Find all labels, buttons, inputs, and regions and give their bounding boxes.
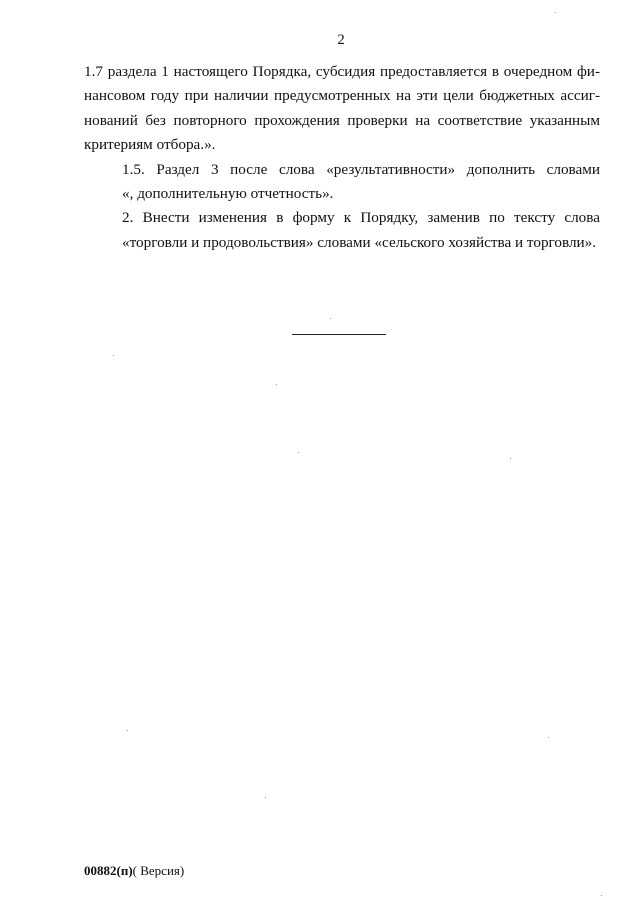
text-line: нований без повторного прохождения проверки на соответствие указанным [84, 111, 600, 129]
text-line: 1.5. Раздел 3 после слова «результативности» дополнить словами [122, 160, 600, 178]
scan-speck [265, 797, 266, 798]
document-version: ( Версия) [132, 863, 185, 878]
scan-speck [113, 355, 114, 356]
text-line: 1.7 раздела 1 настоящего Порядка, субсидия предоставляется в очередном фи- [84, 63, 600, 80]
paragraph-item-2 [84, 206, 600, 255]
paragraph-item-1-5 [84, 158, 600, 207]
scan-speck [510, 458, 511, 459]
text-line: «, дополнительную отчетность». [122, 185, 334, 203]
text-line: нансовом году при наличии предусмотренных на эти цели бюджетных ассиг- [84, 87, 600, 105]
scan-speck [276, 384, 277, 385]
document-footer [84, 863, 184, 879]
scan-speck [127, 730, 128, 731]
scan-speck [548, 737, 549, 738]
scan-speck [601, 895, 602, 896]
scan-speck [555, 12, 556, 13]
scan-speck [298, 452, 299, 453]
text-line: «торговли и продовольствия» словами «сельского хозяйства и торговли». [122, 233, 597, 251]
document-body [84, 60, 600, 255]
end-separator-line [292, 334, 386, 335]
paragraph-continuation [84, 60, 600, 158]
text-line: 2. Внести изменения в форму к Порядку, заменив по тексту слова [122, 209, 600, 227]
text-line: критериям отбора.». [84, 136, 216, 154]
document-code: 00882(п) [84, 863, 133, 878]
page-number: 2 [337, 32, 345, 48]
scan-speck [330, 318, 331, 319]
